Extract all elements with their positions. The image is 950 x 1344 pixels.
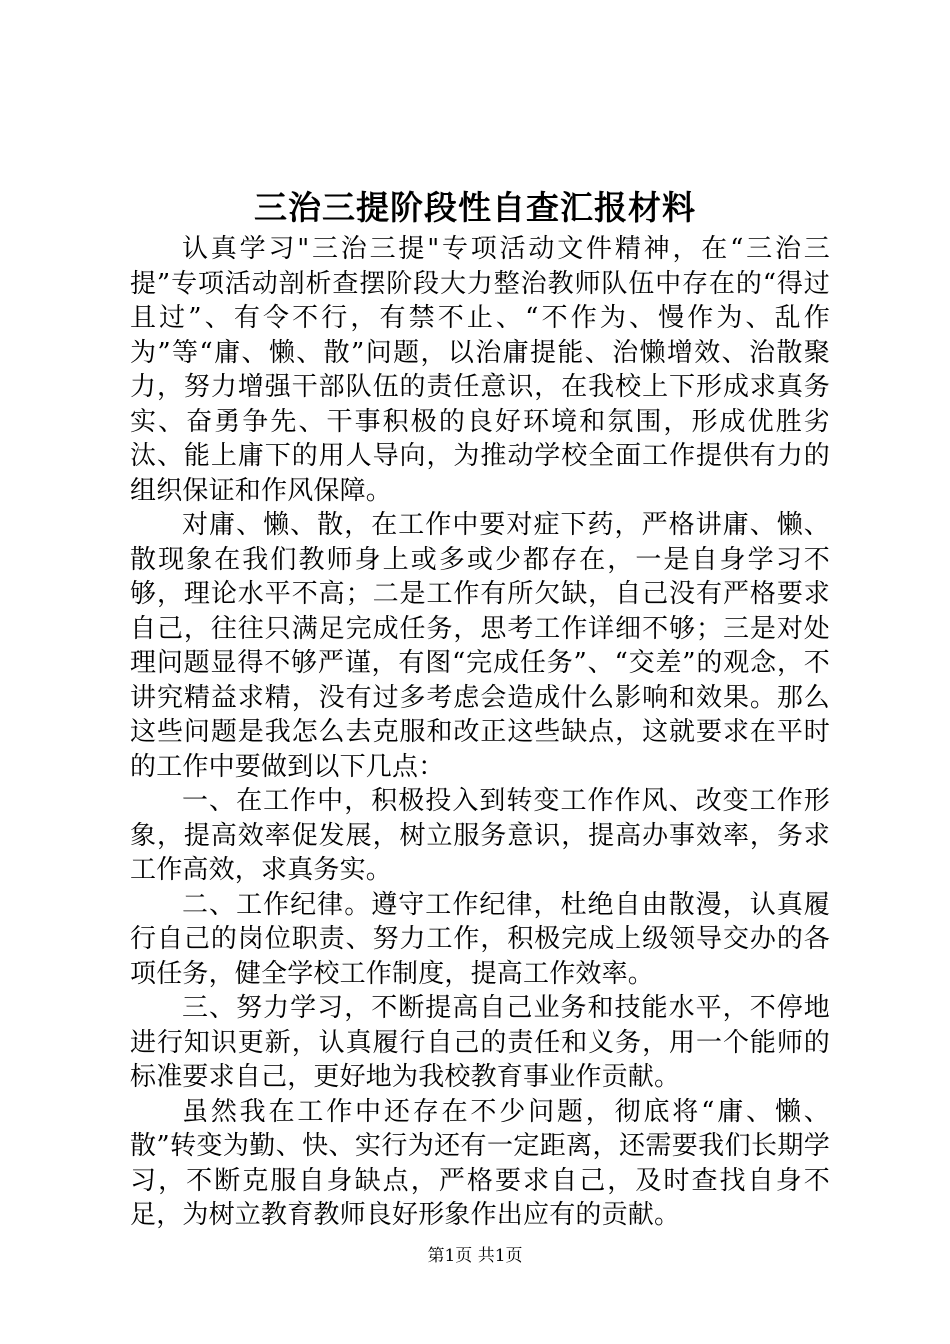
document-title: 三治三提阶段性自查汇报材料 xyxy=(254,188,696,227)
paragraph-point-one: 一、在工作中，积极投入到转变工作作风、改变工作形象，提高效率促发展，树立服务意识，提高办事效率，务求工作高效，求真务实。 xyxy=(130,786,830,885)
document-body xyxy=(130,232,830,1233)
paragraph-conclusion: 虽然我在工作中还存在不少问题，彻底将“庸、懒、散”转变为勤、快、实行为还有一定距离，还需要我们长期学习，不断克服自身缺点，严格要求自己，及时查找自身不足，为树立教育教师良好形象作出应有的贡献。 xyxy=(130,1096,830,1230)
paragraph-intro: 认真学习"三治三提"专项活动文件精神，在“三治三提”专项活动剖析查摆阶段大力整治教师队伍中存在的“得过且过”、有令不行，有禁不止、“不作为、慢作为、乱作为”等“庸、懒、散”问题，以治庸提能、治懒增效、治散聚力，努力增强干部队伍的责任意识，在我校上下形成求真务实、奋勇争先、干事积极的良好环境和氛围，形成优胜劣汰、能上庸下的用人导向，为推动学校全面工作提供有力的组织保证和作风保障。 xyxy=(130,234,830,506)
page-footer: 第1页 共1页 xyxy=(427,1246,523,1266)
paragraph-problems: 对庸、懒、散，在工作中要对症下药，严格讲庸、懒、散现象在我们教师身上或多或少都存在，一是自身学习不够，理论水平不高；二是工作有所欠缺，自己没有严格要求自己，往往只满足完成任务，思考工作详细不够；三是对处理问题显得不够严谨，有图“完成任务”、“交差”的观念，不讲究精益求精，没有过多考虑会造成什么影响和效果。那么这些问题是我怎么去克服和改正这些缺点，这就要求在平时的工作中要做到以下几点： xyxy=(130,510,830,782)
paragraph-point-three: 三、努力学习，不断提高自己业务和技能水平，不停地进行知识更新，认真履行自己的责任和义务，用一个能师的标准要求自己，更好地为我校教育事业作贡献。 xyxy=(130,993,830,1092)
paragraph-point-two: 二、工作纪律。遵守工作纪律，杜绝自由散漫，认真履行自己的岗位职责、努力工作，积极完成上级领导交办的各项任务，健全学校工作制度，提高工作效率。 xyxy=(130,889,830,989)
